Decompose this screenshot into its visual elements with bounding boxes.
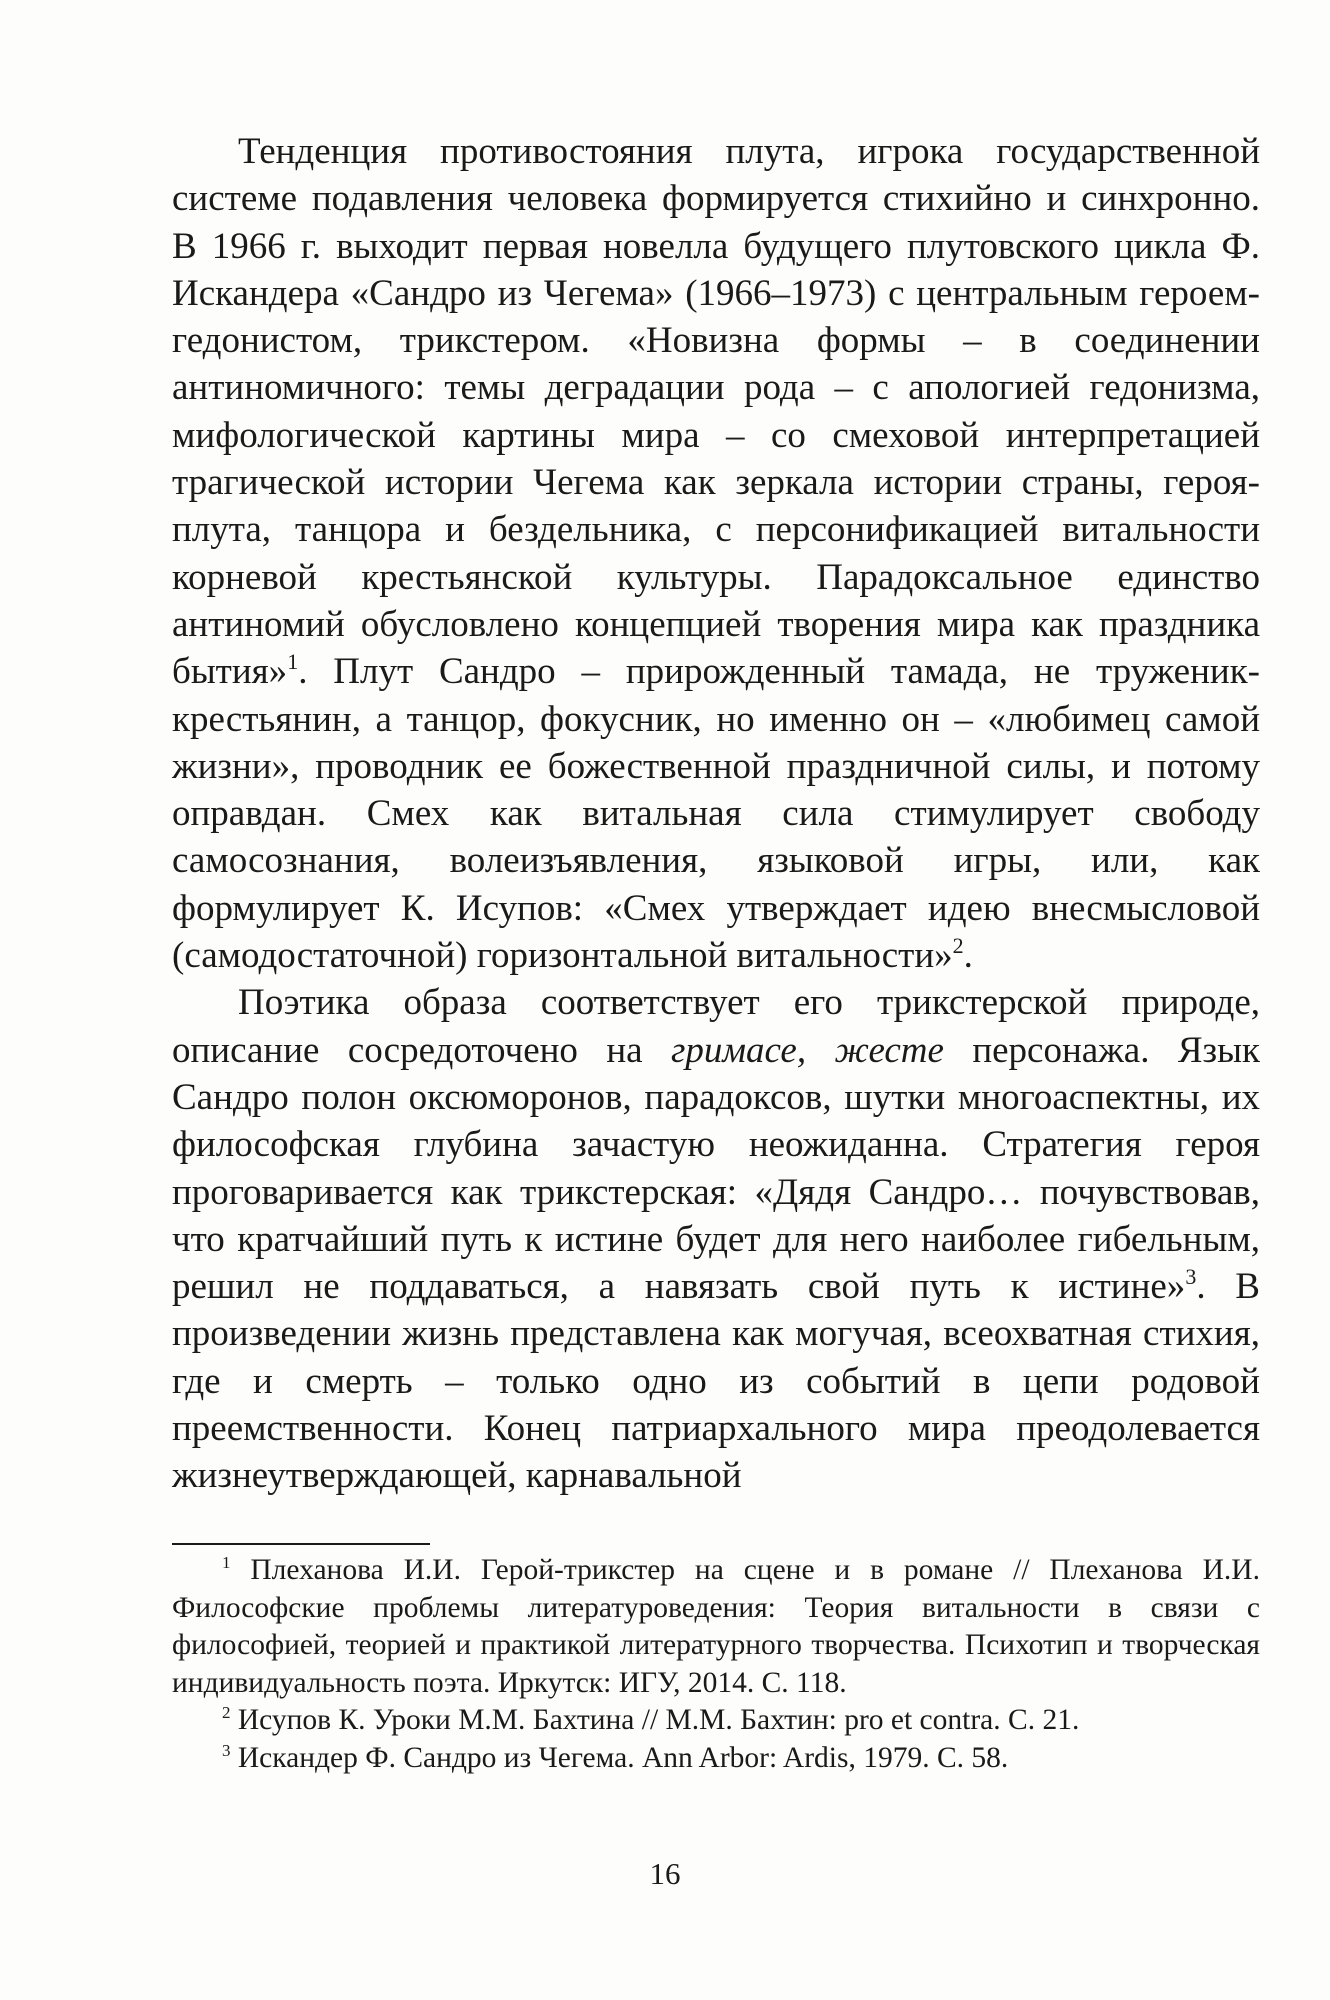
- footnote: [172, 1552, 1260, 1702]
- footnote-ref: 1: [287, 649, 299, 675]
- footnote: [172, 1702, 1260, 1740]
- paragraph-text: .: [963, 935, 973, 977]
- paragraph-text: . В произведении жизнь представлена как могучая, всеохватная стихия, где и смерть – только одно из событий в цепи родовой преемственности. Конец патриархального мира преодолевается жизнеутверждающей, карнавальной: [172, 1266, 1260, 1497]
- footnote-separator: [172, 1543, 430, 1545]
- footnotes: [172, 1552, 1260, 1777]
- page-number: 16: [649, 1856, 681, 1891]
- italic-emphasis: гримасе, жесте: [670, 1029, 944, 1071]
- footnote-text: Искандер Ф. Сандро из Чегема. Ann Arbor: Ardis, 1979. С. 58.: [230, 1741, 1009, 1774]
- footnote-ref: 3: [1185, 1264, 1197, 1290]
- paragraph: [172, 128, 1260, 979]
- footnote-text: Плеханова И.И. Герой-трикстер на сцене и в романе // Плеханова И.И. Философские проблемы литературоведения: Теория витальности в связи с философией, теорией и практикой литературного творчества. Психотип и творческая индивидуальность поэта. Иркутск: ИГУ, 2014. С. 118.: [172, 1554, 1260, 1699]
- footnote-ref: 2: [952, 933, 964, 959]
- footnote-number: 3: [222, 1740, 231, 1760]
- paragraph-text: Тенденция противостояния плута, игрока государственной системе подавления человека формируется стихийно и синхронно. В 1966 г. выходит первая новелла будущего плутовского цикла Ф. Искандера «Сандро из Чегема» (1966–1973) с центральным героем-гедонистом, трикстером. «Новизна формы – в соединении антиномичного: темы деградации рода – с апологией гедонизма, мифологической картины мира – со смеховой интерпретацией трагической истории Чегема как зеркала истории страны, героя-плута, танцора и бездельника, с персонификацией витальности корневой крестьянской культуры. Парадоксальное единство антиномий обусловлено концепцией творения мира как праздника бытия»: [172, 131, 1260, 693]
- paragraph-text: персонажа. Язык Сандро полон оксюморонов, парадоксов, шутки многоаспектны, их философская глубина зачастую неожиданна. Стратегия героя проговаривается как трикстерская: «Дядя Сандро… почувствовав, что кратчайший путь к истине будет для него наиболее гибельным, решил не поддаваться, а навязать свой путь к истине»: [172, 1029, 1260, 1308]
- footnote: [172, 1740, 1260, 1778]
- footnote-number: 1: [222, 1553, 231, 1572]
- paragraph: [172, 979, 1260, 1499]
- footnote-text: Исупов К. Уроки М.М. Бахтина // М.М. Бахтин: pro et contra. С. 21.: [230, 1704, 1080, 1736]
- main-text: [172, 128, 1260, 1500]
- paragraph-text: . Плут Сандро – прирожденный тамада, не труженик-крестьянин, а танцор, фокусник, но именно он – «любимец самой жизни», проводник ее божественной праздничной силы, и потому оправдан. Смех как витальная сила стимулирует свободу самосознания, волеизъявления, языковой игры, или, как формулирует К. Исупов: «Смех утверждает идею внесмысловой (самодостаточной) горизонтальной витальности»: [172, 651, 1260, 977]
- paragraph-text: Поэтика образа соответствует его трикстерской природе, описание сосредоточено на: [172, 982, 1260, 1071]
- footnote-number: 2: [222, 1703, 231, 1722]
